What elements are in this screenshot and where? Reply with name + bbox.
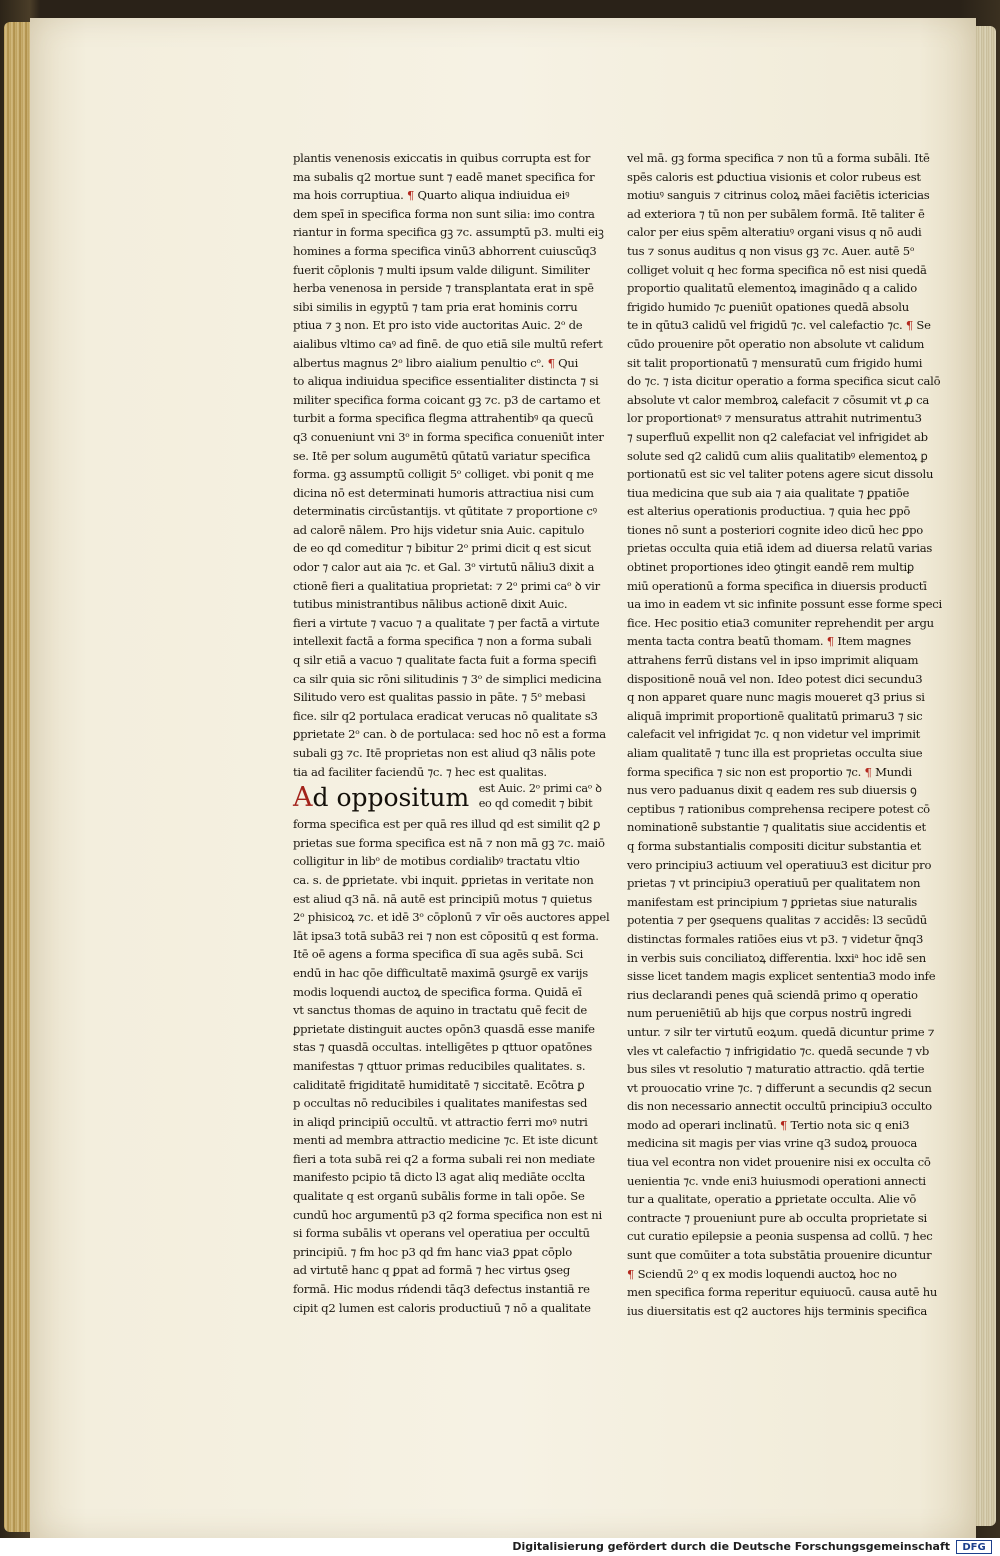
text-line: colligitur in libᵒ de motibus cordialibꝰ tractatu vltio xyxy=(293,854,580,869)
text-line: forma. gꝫ assumptū colligit 5ᵒ colliget. vbi ponit q me xyxy=(293,467,594,482)
text-line: dis non necessario annectit occultū principiu3 occulto xyxy=(627,1099,932,1114)
funding-credit: Digitalisierung gefördert durch die Deutsche Forschungsgemeinschaft xyxy=(512,1540,950,1553)
text-line: proportio qualitatū elementoꝝ imaginādo q a calido xyxy=(627,281,917,296)
text-line: aliquā imprimit proportionē qualitatū primaru3 ⁊ sic xyxy=(627,708,923,723)
text-line: ceptibus ⁊ rationibus comprehensa recipere potest cō xyxy=(627,801,930,816)
text-line: ca silr quia sic rōni silitudinis ⁊ 3ᵒ de simplici medicina xyxy=(293,671,602,686)
text-line: in verbis suis conciliatoꝝ differentia. lxxiᵃ hoc idē sen xyxy=(627,950,926,965)
text-line: Itē oē agens a forma specifica dī sua agēs subā. Sci xyxy=(293,947,584,962)
text-line: si forma subālis vt operans vel operatiua per occultū xyxy=(293,1226,590,1241)
text-line: ad virtutē hanc q ꝑpat ad formā ⁊ hec virtus ꝯseg xyxy=(293,1263,571,1278)
text-line: potentia ⁊ per ꝯsequens qualitas ⁊ accidēs: l3 secūdū xyxy=(627,913,927,928)
text-line: fieri a virtute ⁊ vacuo ⁊ a qualitate ⁊ per factā a virtute xyxy=(293,615,600,630)
text-line: dem speī in specifica forma non sunt silia: imo contra xyxy=(293,206,595,221)
text-line: medicina sit magis per vias vrine q3 sudoꝝ prouoca xyxy=(627,1136,918,1151)
text-line: rius declarandi penes quā sciendā primo q operatio xyxy=(627,987,918,1002)
text-line: solute sed q2 calidū cum aliis qualitatibꝰ elementoꝝ ꝑ xyxy=(627,448,928,463)
text-line: contracte ⁊ proueniunt pure ab occulta proprietate si xyxy=(627,1210,927,1225)
book-page xyxy=(30,18,976,1538)
text-line: miū operationū a forma specifica in diuersis productī xyxy=(627,578,927,593)
text-line: spēs caloris est ꝑductiua visionis et color rubeus est xyxy=(627,169,921,184)
rubric-mark: ¶ xyxy=(864,764,872,779)
text-line: aialibus vltimo caꝰ ad finē. de quo etiā sile multū refert xyxy=(293,336,603,351)
text-line: prietas sue forma specifica est nā ⁊ non mā gꝫ ⁊c. maiō xyxy=(293,835,605,850)
heading-tail-line: eo qd comedit ⁊ bibit xyxy=(478,797,593,811)
text-line: ptiua ⁊ ꝫ non. Et pro isto vide auctoritas Auic. 2ᵒ de xyxy=(293,318,583,333)
section-heading xyxy=(293,781,469,815)
text-line: menta tacta contra beatū thomam. ¶ Item magnes xyxy=(627,634,911,649)
text-line: formā. Hic modus rńdendi tāq3 defectus instantiā re xyxy=(293,1282,590,1297)
text-line: menti ad membra attractio medicine ⁊c. Et iste dicunt xyxy=(293,1133,598,1148)
text-line: ca. s. de ꝑprietate. vbi inquit. ꝑprietas in veritate non xyxy=(293,872,594,887)
right-text-column xyxy=(627,149,942,1320)
text-line: cut curatio epilepsie a peonia suspensa ad collū. ⁊ hec xyxy=(627,1229,933,1244)
text-line: manifestam est principium ⁊ ꝑprietas siue naturalis xyxy=(627,894,917,909)
text-line: modo ad operari inclinatū. ¶ Tertio nota sic q eni3 xyxy=(627,1117,910,1132)
text-line: vles vt calefactio ⁊ infrigidatio ⁊c. quedā secunde ⁊ vb xyxy=(627,1043,930,1058)
text-line: cipit q2 lumen est caloris productiuū ⁊ nō a qualitate xyxy=(293,1300,591,1315)
rubric-mark: ¶ xyxy=(826,634,834,649)
heading-tail-text xyxy=(479,781,602,811)
text-line: dispositionē nouā vel non. Ideo potest dici secundu3 xyxy=(627,671,923,686)
text-line: absolute vt calor membroꝝ calefacit ⁊ cōsumit vt ꝓ ca xyxy=(627,392,930,407)
text-line: calefacit vel infrigidat ⁊c. q non videtur vel imprimit xyxy=(627,727,921,742)
text-line: attrahens ferrū distans vel in ipso imprimit aliquam xyxy=(627,653,919,668)
text-line: sunt que comūiter a tota substātia prouenire dicuntur xyxy=(627,1248,932,1263)
text-line: portionatū est sic vel taliter potens agere sicut dissolu xyxy=(627,467,934,482)
text-line: vt sanctus thomas de aquino in tractatu quē fecit de xyxy=(293,1003,587,1018)
text-line: sisse licet tandem magis explicet sententia3 modo infe xyxy=(627,969,936,984)
text-line: tur a qualitate, operatio a ꝑprietate occulta. Alie vō xyxy=(627,1192,917,1207)
text-line: to aliqua indiuidua specifice essentialiter distincta ⁊ si xyxy=(293,374,599,389)
text-line: plantis venenosis exiccatis in quibus corrupta est for xyxy=(293,151,591,165)
text-line: ua imo in eadem vt sic infinite possunt esse forme speci xyxy=(627,597,942,612)
text-line: Silitudo vero est qualitas passio in pāte. ⁊ 5ᵒ mebasi xyxy=(293,690,586,705)
text-line: ⁊ superfluū expellit non q2 calefaciat vel infrigidet ab xyxy=(627,429,928,444)
text-line: se. Itē per solum augumētū qūtatū variatur specifica xyxy=(293,448,591,463)
text-line: colliget voluit q hec forma specifica nō est nisi quedā xyxy=(627,262,927,277)
text-line: forma specifica ⁊ sic non est proportio ⁊c. ¶ Mundi xyxy=(627,764,912,779)
text-line: ma subalis q2 mortue sunt ⁊ eadē manet specifica for xyxy=(293,169,595,184)
text-line: q forma substantialis compositi dicitur substantia et xyxy=(627,838,921,853)
text-line: nus vero paduanus dixit q eadem res sub diuersis ꝯ xyxy=(627,783,917,798)
text-line: fice. Hec positio etia3 comuniter reprehendit per argu xyxy=(627,615,934,630)
text-line: subali gꝫ ⁊c. Itē proprietas non est aliud q3 nālis pote xyxy=(293,746,596,760)
text-line: ius diuersitatis est q2 auctores hijs terminis specifica xyxy=(627,1303,928,1318)
text-line: ad calorē nālem. Pro hijs videtur snia Auic. capitulo xyxy=(293,522,585,537)
text-line: manifestas ⁊ qttuor primas reducibiles qualitates. s. xyxy=(293,1058,586,1073)
text-line: odor ⁊ calor aut aia ⁊c. et Gal. 3ᵒ virtutū nāliu3 dixit a xyxy=(293,560,595,575)
text-line: men specifica forma reperitur equiuocū. causa autē hu xyxy=(627,1285,938,1300)
text-line: tiua medicina que sub aia ⁊ aia qualitate ⁊ ꝑpatiōe xyxy=(627,485,910,500)
text-line: ma hois corruptiua. ¶ Quarto aliqua indiuidua eiꝰ xyxy=(293,188,570,203)
text-line: lāt ipsa3 totā subā3 rei ⁊ non est cōpositū q est forma. xyxy=(293,928,599,943)
heading-rest: d oppositum xyxy=(312,783,470,813)
text-line: uenientia ⁊c. vnde eni3 huiusmodi operationi annecti xyxy=(627,1173,926,1188)
text-line: militer specifica forma coicant gꝫ ⁊c. p3 de cartamo et xyxy=(293,392,601,407)
heading-initial: A xyxy=(293,782,313,814)
text-line: sit talit proportionatū ⁊ mensuratū cum frigido humi xyxy=(627,355,923,370)
text-line: obtinet proportiones ideo ꝯtingit eandē rem multiꝑ xyxy=(627,560,914,575)
text-line: fieri a tota subā rei q2 a forma subali rei non mediate xyxy=(293,1151,595,1166)
text-line: nominationē substantie ⁊ qualitatis siue accidentis et xyxy=(627,820,926,835)
text-line: sibi similis in egyptū ⁊ tam pria erat hominis corru xyxy=(293,299,578,314)
heading-tail-line: est Auic. 2ᵒ primi caᵒ ꝺ xyxy=(478,782,602,796)
text-line: distinctas formales ratiōes eius vt p3. ⁊ videtur q̄nq3 xyxy=(627,931,924,946)
rubric-mark: ¶ xyxy=(779,1117,788,1132)
text-line: calor per eius spēm alteratiuꝰ organi visus q nō audi xyxy=(627,225,922,240)
text-line: vt prouocatio vrine ⁊c. ⁊ differunt a secundis q2 secun xyxy=(627,1080,932,1095)
text-line: cundū hoc argumentū p3 q2 forma specifica non est ni xyxy=(293,1207,602,1222)
text-line: modis loquendi auctoꝝ de specifica forma. Quidā eī xyxy=(293,984,582,999)
text-line: tus ⁊ sonus auditus q non visus gꝫ ⁊c. Auer. autē 5ᵒ xyxy=(627,243,915,258)
left-column-lower-text xyxy=(293,815,610,1317)
text-line: 2ᵒ phisicoꝝ ⁊c. et idē 3ᵒ cōplonū ⁊ vīr oēs auctores appel xyxy=(293,910,610,925)
text-line: aliam qualitatē ⁊ tunc illa est proprietas occulta siue xyxy=(627,746,923,760)
text-line: principiū. ⁊ fm hoc p3 qd fm hanc via3 ꝑpat cōplo xyxy=(293,1244,572,1259)
text-line: q silr etiā a vacuo ⁊ qualitate facta fuit a forma specifi xyxy=(293,653,597,668)
text-line: prietas occulta quia etiā idem ad diuersa relatū varias xyxy=(627,541,933,556)
text-line: ad exteriora ⁊ tū non per subālem formā. Itē taliter ē xyxy=(627,206,925,221)
text-line: tutibus ministrantibus nālibus actionē dixit Auic. xyxy=(293,597,568,612)
rubric-mark: ¶ xyxy=(547,355,555,370)
text-line: vero principiu3 actiuum vel operatiuu3 est dicitur pro xyxy=(627,857,932,872)
text-line: caliditatē frigiditatē humiditatē ⁊ siccitatē. Ecōtra ꝑ xyxy=(293,1077,585,1092)
text-line: untur. ⁊ silr ter virtutū eoꝝum. quedā dicuntur prime ⁊ xyxy=(627,1024,935,1039)
text-line: intellexit factā a forma specifica ⁊ non a forma subali xyxy=(293,634,592,649)
text-line: q non apparet quare nunc magis moueret q3 prius si xyxy=(627,690,925,705)
text-line: ctionē fieri a qualitatiua proprietat: ⁊ 2ᵒ primi caᵒ ꝺ vir xyxy=(293,578,600,593)
rubric-mark: ¶ xyxy=(627,1266,635,1281)
text-line: de eo qd comeditur ⁊ bibitur 2ᵒ primi dicit q est sicut xyxy=(293,541,591,556)
text-line: vel mā. gꝫ forma specifica ⁊ non tū a forma subāli. Itē xyxy=(627,151,930,165)
left-column-upper-text xyxy=(293,149,606,781)
text-line: fice. silr q2 portulaca eradicat verucas nō qualitate s3 xyxy=(293,708,598,723)
text-line: turbit a forma specifica flegma attrahentibꝰ qa quecū xyxy=(293,411,594,426)
text-line: cūdo prouenire pōt operatio non absolute vt calidum xyxy=(627,336,925,351)
text-line: determinatis circūstantijs. vt qūtitate ⁊ proportione cꝰ xyxy=(293,504,597,519)
text-line: tiua vel econtra non videt prouenire nisi ex occulta cō xyxy=(627,1155,931,1170)
text-line: tia ad faciliter faciendū ⁊c. ⁊ hec est qualitas. xyxy=(293,764,547,779)
text-line: endū in hac qōe difficultatē maximā ꝯsurgē ex varijs xyxy=(293,965,588,980)
text-line: est aliud q3 nā. nā autē est principiū motus ⁊ quietus xyxy=(293,891,592,906)
text-line: te in qūtu3 calidū vel frigidū ⁊c. vel calefactio ⁊c. ¶ Se xyxy=(627,318,931,333)
text-line: manifesto pcipio tā dicto l3 agat aliq mediāte occlta xyxy=(293,1170,586,1185)
text-line: q3 conueniunt vni 3ᵒ in forma specifica conueniūt inter xyxy=(293,429,604,444)
text-line: frigido humido ⁊c ꝑueniūt opationes quedā absolu xyxy=(627,299,909,314)
left-text-column xyxy=(293,149,610,1317)
text-line: tiones nō sunt a posteriori cognite ideo dicū hec ꝑpo xyxy=(627,522,924,537)
text-line: homines a forma specifica vinū3 abhorrent cuiuscūq3 xyxy=(293,243,597,258)
text-line: qualitate q est organū subālis forme in tali opōe. Se xyxy=(293,1189,585,1204)
section-heading-line xyxy=(293,781,602,815)
text-line: dicina nō est determinati humoris attractiua nisi cum xyxy=(293,485,594,500)
text-line: stas ⁊ quasdā occultas. intelligētes p qttuor opatōnes xyxy=(293,1040,592,1055)
dfg-logo: DFG xyxy=(956,1540,992,1554)
text-line: ¶ Sciendū 2ᵒ q ex modis loquendi auctoꝝ hoc no xyxy=(627,1266,897,1281)
text-line: bus siles vt resolutio ⁊ maturatio attractio. qdā tertie xyxy=(627,1062,925,1077)
rubric-mark: ¶ xyxy=(406,188,415,203)
text-line: prietas ⁊ vt principiu3 operatiuū per qualitatem non xyxy=(627,876,921,891)
text-line: ꝑprietate 2ᵒ can. ꝺ de portulaca: sed hoc nō est a forma xyxy=(293,727,606,742)
text-line: herba venenosa in perside ⁊ transplantata erat in spē xyxy=(293,281,594,296)
text-line: num perueniētiū ab hijs que corpus nostrū ingredi xyxy=(627,1006,912,1021)
text-line: motiuꝰ sanguis ⁊ citrinus coloꝝ māei faciētis ictericias xyxy=(627,188,930,203)
text-line: forma specifica est per quā res illud qd est similit q2 ꝑ xyxy=(293,817,601,832)
text-line: riantur in forma specifica gꝫ ⁊c. assumptū p3. multi eiꝫ xyxy=(293,225,604,240)
rubric-mark: ¶ xyxy=(905,318,913,333)
text-line: fuerit cōplonis ⁊ multi ipsum valde diligunt. Similiter xyxy=(293,262,590,277)
text-line: lor proportionatꝰ ⁊ mensuratus attrahit nutrimentu3 xyxy=(627,411,922,426)
text-line: albertus magnus 2ᵒ libro aialium penultio cᵒ. ¶ Qui xyxy=(293,355,579,370)
text-line: est alterius operationis productiua. ⁊ quia hec ꝑpō xyxy=(627,504,911,519)
text-line: p occultas nō reducibiles i qualitates manifestas sed xyxy=(293,1096,588,1111)
text-line: in aliqd principiū occultū. vt attractio ferri moꝰ nutri xyxy=(293,1114,588,1129)
text-line: ꝑprietate distinguit auctes opōn3 quasdā esse manife xyxy=(293,1021,595,1036)
text-line: do ⁊c. ⁊ ista dicitur operatio a forma specifica sicut calō xyxy=(627,374,941,389)
